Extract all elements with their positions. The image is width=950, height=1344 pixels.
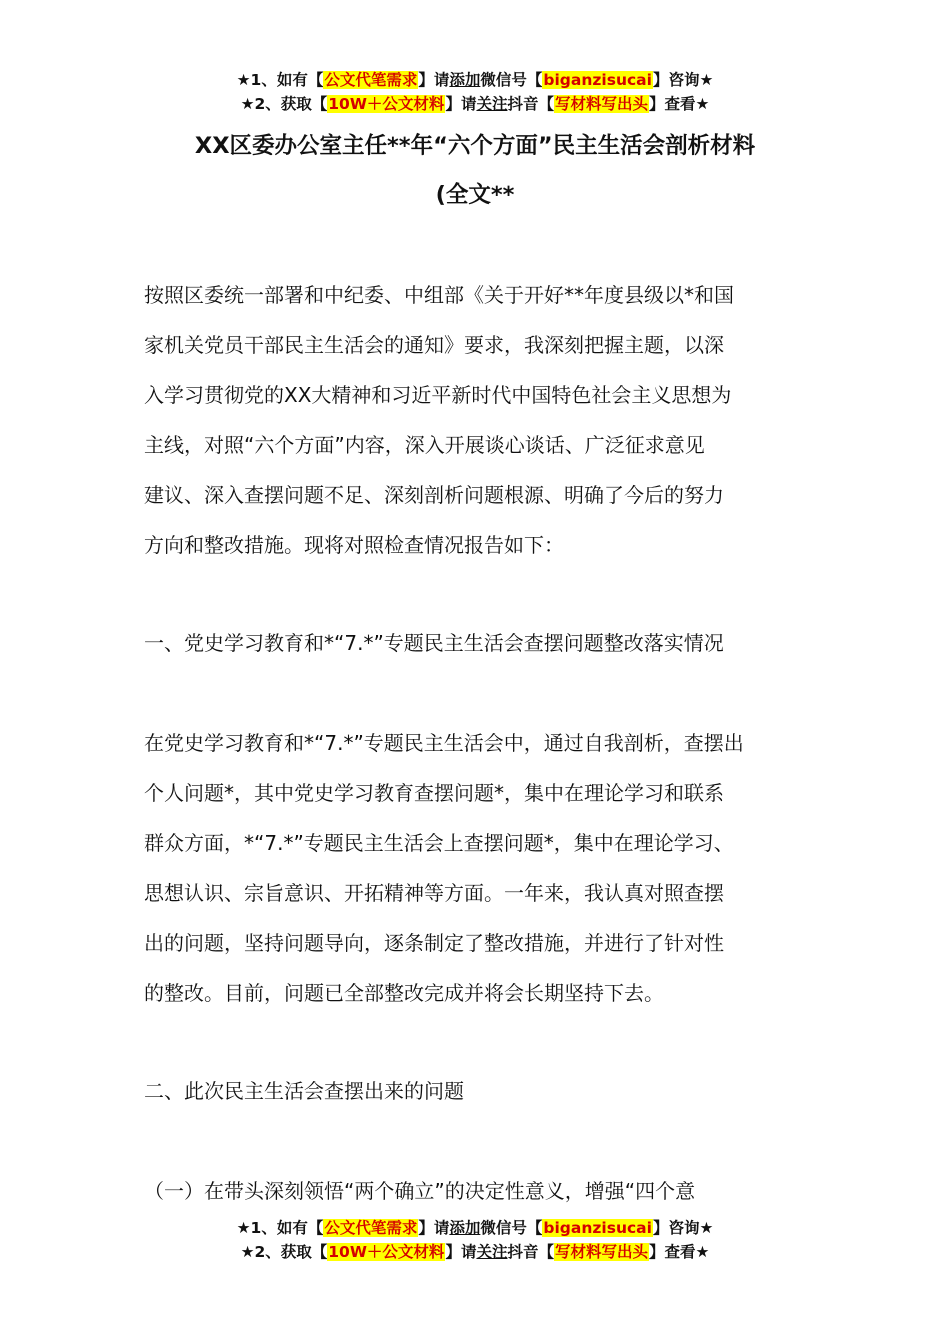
section-heading-2 — [144, 1066, 808, 1116]
text-line: 在党史学习教育和*“7.*”专题民主生活会中，通过自我剖析，查摆出 — [144, 731, 744, 755]
heading-text: 二、此次民主生活会查摆出来的问题 — [144, 1079, 464, 1103]
document-title-line2: (全文** — [435, 182, 515, 208]
promo-line-2 — [0, 1240, 950, 1264]
promo-text: ★1、如有【 — [236, 1219, 324, 1237]
promo-text-add: 添加 — [449, 71, 481, 89]
promo-highlight-materials: 10W＋公文材料 — [328, 1243, 445, 1261]
promo-line-1 — [0, 1216, 950, 1240]
promo-text: 抖音【 — [507, 1243, 554, 1261]
promo-text: ★2、获取【 — [240, 1243, 328, 1261]
promo-text: 】请 — [445, 95, 477, 113]
text-line: （一）在带头深刻领悟“两个确立”的决定性意义，增强“四个意 — [144, 1179, 696, 1203]
text-line: 建议、深入查摆问题不足、深刻剖析问题根源、明确了今后的努力 — [144, 483, 724, 507]
promo-text: ★2、获取【 — [240, 95, 328, 113]
promo-banner-top — [0, 68, 950, 116]
promo-text: 】咨询★ — [652, 71, 714, 89]
text-line: 出的问题，坚持问题导向，逐条制定了整改措施，并进行了针对性 — [144, 931, 724, 955]
subsection-paragraph — [0, 1166, 950, 1216]
promo-text: 抖音【 — [507, 95, 554, 113]
heading-text: 一、党史学习教育和*“7.*”专题民主生活会查摆问题整改落实情况 — [144, 631, 724, 655]
promo-text: ★1、如有【 — [236, 71, 324, 89]
promo-text: 微信号【 — [480, 1219, 543, 1237]
promo-highlight-wechat: biganzisucai — [543, 71, 652, 89]
promo-text: 】查看★ — [649, 1243, 710, 1261]
promo-text: 】查看★ — [649, 95, 710, 113]
text-line: 群众方面，*“7.*”专题民主生活会上查摆问题*，集中在理论学习、 — [144, 831, 734, 855]
promo-text: 】请 — [418, 71, 450, 89]
promo-text: 】请 — [418, 1219, 450, 1237]
intro-paragraph — [144, 270, 808, 570]
promo-highlight-materials: 10W＋公文材料 — [328, 95, 445, 113]
promo-text: 微信号【 — [480, 71, 543, 89]
promo-text-follow: 关注 — [476, 1243, 508, 1261]
promo-banner-bottom — [0, 1216, 950, 1264]
text-line: 主线，对照“六个方面”内容，深入开展谈心谈话、广泛征求意见 — [144, 433, 705, 457]
promo-line-2 — [0, 92, 950, 116]
text-line: 思想认识、宗旨意识、开拓精神等方面。一年来，我认真对照查摆 — [144, 881, 724, 905]
promo-highlight-service: 公文代笔需求 — [324, 71, 418, 89]
promo-highlight-service: 公文代笔需求 — [324, 1219, 418, 1237]
promo-text-add: 添加 — [449, 1219, 481, 1237]
text-line: 家机关党员干部民主生活会的通知》要求，我深刻把握主题，以深 — [144, 333, 724, 357]
promo-text-follow: 关注 — [476, 95, 508, 113]
text-line: 方向和整改措施。现将对照检查情况报告如下： — [144, 533, 564, 557]
promo-text: 】请 — [445, 1243, 477, 1261]
promo-text: 】咨询★ — [652, 1219, 714, 1237]
text-line: 的整改。目前，问题已全部整改完成并将会长期坚持下去。 — [144, 981, 664, 1005]
section1-paragraph — [144, 718, 808, 1018]
promo-line-1 — [0, 68, 950, 92]
text-line: 入学习贯彻党的XX大精神和习近平新时代中国特色社会主义思想为 — [144, 383, 732, 407]
promo-highlight-douyin: 写材料写出头 — [554, 95, 648, 113]
section-heading-1 — [144, 618, 808, 668]
text-line: 按照区委统一部署和中纪委、中组部《关于开好**年度县级以*和国 — [144, 283, 734, 307]
promo-highlight-douyin: 写材料写出头 — [554, 1243, 648, 1261]
document-title: XX区委办公室主任**年“六个方面”民主生活会剖析材料 — [194, 133, 756, 159]
text-line: 个人问题*，其中党史学习教育查摆问题*，集中在理论学习和联系 — [144, 781, 724, 805]
promo-highlight-wechat: biganzisucai — [543, 1219, 652, 1237]
